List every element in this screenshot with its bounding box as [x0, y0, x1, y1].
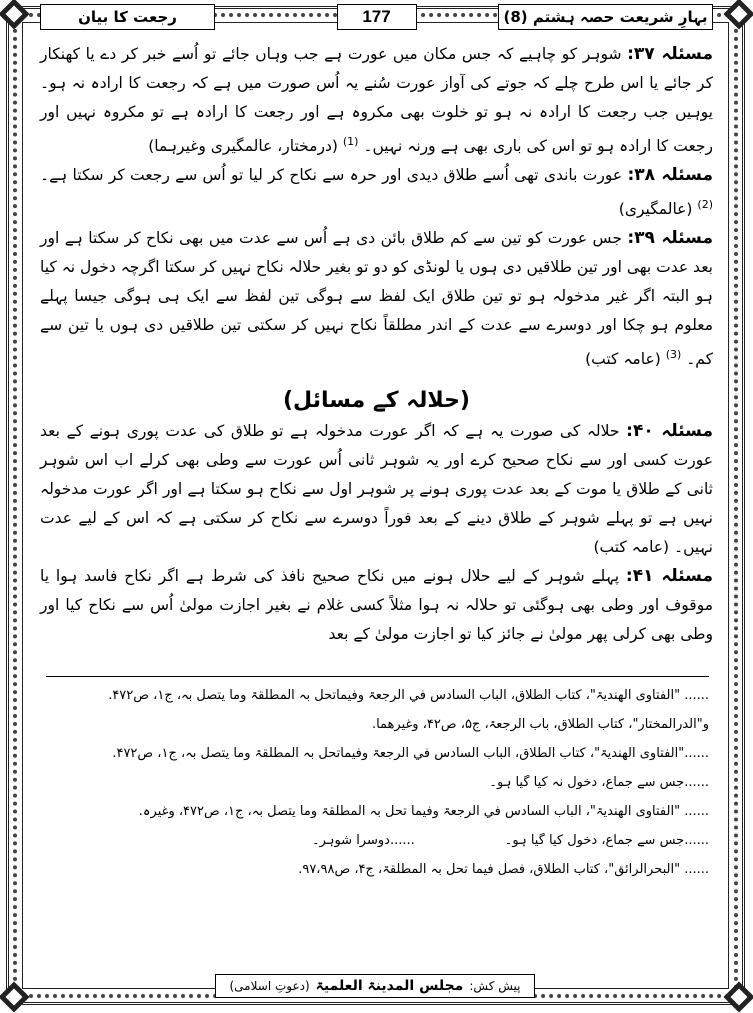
- footer-organization: مجلس المدینۃ العلمیۃ: [315, 978, 464, 994]
- chapter-title: رجعت کا بیان: [40, 4, 215, 30]
- masala-text: عورت باندی تھی اُسے طلاق دیدی اور حرہ سے نکاح کر لیا تو اُس سے رجعت کر سکتا ہے۔: [40, 166, 623, 185]
- masala-reference: (عامہ کتب): [585, 350, 661, 369]
- main-text: [40, 40, 713, 649]
- footnotes: [46, 688, 709, 891]
- masala-text: شوہر کو چاہیے کہ جس مکان میں عورت ہے جب وہاں جائے تو اُسے خبر کر دے یا کھنکار کر جائے یا اس طرح چلے کہ جوتے کی آواز عورت سُنے یہ اُس صورت میں ہے کہ رجعت کا ارادہ نہ ہو۔ یوہیں جب رجعت کا ارادہ نہ ہو تو خلوت بھی مکروہ ہے اور رجعت کا ارادہ ہے تو مکروہ نہیں اور رجعت کا ارادہ ہو تو اس کی باری بھی ہے ورنہ نہیں۔: [40, 45, 713, 156]
- masala-reference: (عالمگیری): [618, 200, 693, 219]
- footer-dawat: (دعوتِ اسلامی): [229, 979, 310, 993]
- masala-label: مسئلہ ۴۱:: [625, 566, 713, 587]
- page-header: [40, 4, 713, 32]
- footnote-5-6: [46, 833, 709, 848]
- masala-reference: (درمختار، عالمگیری وغیرہما): [148, 137, 338, 156]
- page-footer: [215, 974, 535, 998]
- footnote-2: ......"الفتاوی الھندیۃ"، کتاب الطلاق، الباب السادس في الرجعۃ وفیماتحل بہ المطلقۃ وما یتصل بہ، ج۱، ص۴۷۲.: [112, 746, 709, 761]
- masala-41: [40, 562, 713, 649]
- footnote-4: ...... "الفتاوی الھندیۃ"، الباب السادس في الرجعۃ وفیما تحل بہ المطلقۃ وما یتصل بہ، ج۱، ص۴۷۲، وغیرہ.: [138, 804, 709, 819]
- footnote-7: ...... "البحرالرائق"، کتاب الطلاق، فصل فیما تحل بہ المطلقۃ، ج۴، ص۹۷،۹۸.: [298, 862, 709, 877]
- footnote-divider: [46, 676, 709, 677]
- masala-label: مسئلہ ۴۰:: [626, 421, 713, 442]
- masala-text: جس عورت کو تین سے کم طلاق بائن دی ہے اُس سے عدت میں بھی نکاح کر سکتا ہے اور بعد عدت بھی اور تین طلاقیں دی ہوں یا لونڈی کو دو تو بغیر حلالہ نکاح نہیں کر سکتا اگرچہ دخول نہ کیا ہو البتہ اگر غیر مدخولہ ہو تو تین طلاق ایک لفظ سے ہوگی تین لفظ سے ایک ہی ہوگی جیسا پہلے معلوم ہو چکا اور دوسرے سے عدت کے اندر مطلقاً نکاح نہیں کر سکتی تین طلاقیں دی ہوں یا تین سے کم۔: [39, 229, 713, 369]
- footnote-1: ...... "الفتاوی الھندیۃ"، کتاب الطلاق، الباب السادس في الرجعۃ وفیماتحل بہ المطلقۃ وما یتصل بہ، ج۱، ص۴۷۲.: [108, 688, 709, 703]
- masala-40: [40, 417, 713, 562]
- masala-text: پہلے شوہر کے لیے حلال ہونے میں نکاح صحیح نافذ کی شرط ہے اگر نکاح فاسد ہوا یا موقوف اور وطی بھی ہوگئی تو حلالہ نہ ہوا مثلاً کسی غلام نے بغیر اجازت مولیٰ اُس سے نکاح کیا اور وطی بھی کرلی پھر مولیٰ نے جائز کیا تو اجازت مولیٰ کے بعد: [40, 567, 713, 644]
- masala-reference: (عامہ کتب): [593, 538, 670, 557]
- footnote-5: ......جس سے جماع، دخول کیا گیا ہو۔: [504, 833, 709, 848]
- footnote-marker: (1): [342, 135, 359, 148]
- footnote-marker: (2): [697, 198, 713, 212]
- footnote-1b: و"الدرالمختار"، کتاب الطلاق، باب الرجعۃ، ج۵، ص۴۲، وغیرھما.: [371, 717, 709, 732]
- page-number: 177: [337, 4, 417, 30]
- section-heading: (حلالہ کے مسائل): [283, 388, 470, 414]
- masala-label: مسئلہ ۳۷:: [627, 44, 713, 64]
- book-title: بہارِ شریعت حصہ ہشتم (8): [498, 4, 713, 30]
- footer-presenter: پیش کش:: [469, 979, 521, 993]
- masala-39: [40, 224, 713, 374]
- footnote-3: ......جس سے جماع، دخول نہ کیا گیا ہو۔: [489, 775, 709, 790]
- masala-label: مسئلہ ۳۸:: [627, 165, 713, 186]
- footnote-marker: (3): [665, 348, 682, 362]
- masala-label: مسئلہ ۳۹:: [627, 228, 713, 249]
- masala-38: [40, 161, 713, 224]
- masala-text: حلالہ کی صورت یہ ہے کہ اگر عورت مدخولہ ہے تو طلاق کی عدت پوری ہونے کے بعد عورت کسی اور سے نکاح صحیح کرے اور یہ شوہر ثانی اُس عورت سے وطی بھی کرلے اب اس شوہر ثانی کے طلاق یا موت کے بعد عدت پوری ہونے پر شوہر اول سے نکاح ہو سکتا ہے اور اگر عورت مدخولہ نہیں ہے تو پہلے شوہر کے طلاق دینے کے بعد فوراً دوسرے سے نکاح کر سکتی ہے کہ اس کے لیے عدت نہیں۔: [40, 422, 713, 557]
- footnote-6: ......دوسرا شوہر۔: [312, 833, 415, 848]
- masala-37: [40, 40, 713, 161]
